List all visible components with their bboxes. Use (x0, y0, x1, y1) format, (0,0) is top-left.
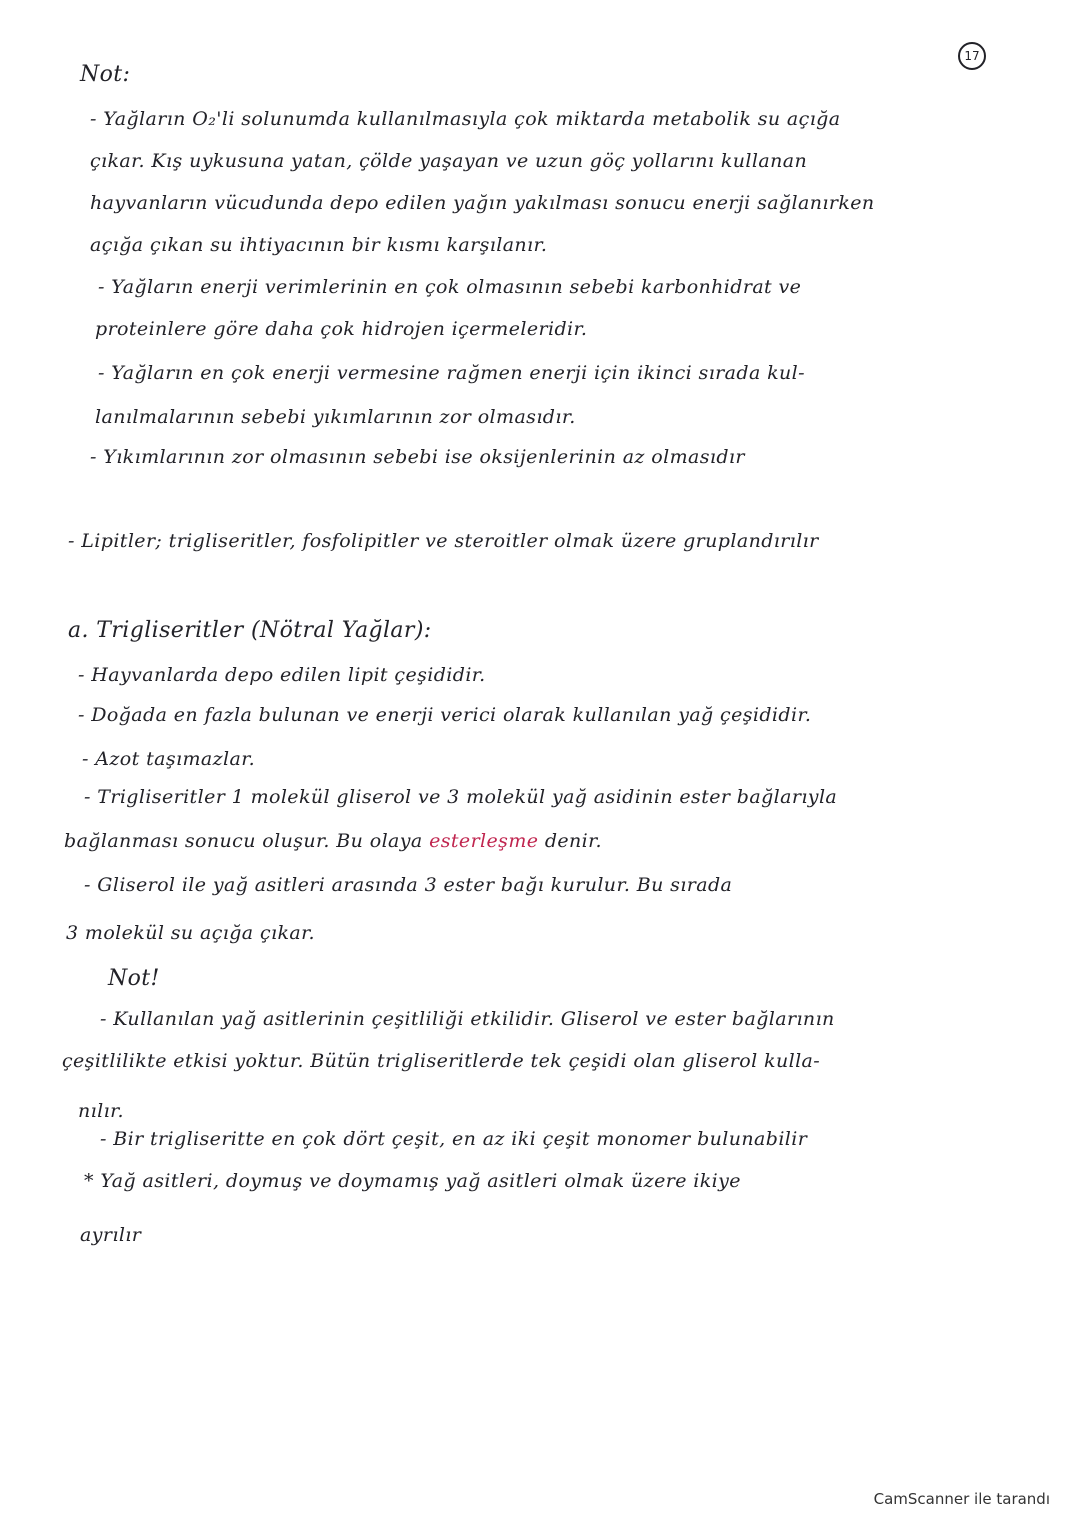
section-line-5: - Gliserol ile yağ asitleri arasında 3 ester bağı kurulur. Bu sırada (84, 874, 733, 896)
note-line-7: - Yağların en çok enerji vermesine rağmen enerji için ikinci sırada kul- (98, 362, 805, 384)
section-line-3: - Azot taşımazlar. (82, 748, 256, 770)
section-line-1: - Hayvanlarda depo edilen lipit çeşididir. (78, 664, 486, 686)
section-line-4: - Trigliseritler 1 molekül gliserol ve 3 molekül yağ asidinin ester bağlarıyla (84, 786, 838, 808)
section-line-6: 3 molekül su açığa çıkar. (66, 922, 315, 944)
section-line-2: - Doğada en fazla bulunan ve enerji verici olarak kullanılan yağ çeşididir. (78, 704, 812, 726)
lipid-groups-line: - Lipitler; trigliseritler, fosfolipitler ve steroitler olmak üzere gruplandırılır (68, 530, 819, 552)
note-line-8: lanılmalarının sebebi yıkımlarının zor olmasıdır. (95, 406, 576, 428)
note-line-3: hayvanların vücudunda depo edilen yağın yakılması sonucu enerji sağlanırken (90, 192, 875, 214)
section-heading: a. Trigliseritler (Nötral Yağlar): (68, 618, 432, 643)
scanner-watermark: CamScanner ile tarandı (873, 1490, 1050, 1508)
esterification-text-end: denir. (538, 830, 602, 852)
note-line-1: - Yağların O₂'li solunumda kullanılmasıyla çok miktarda metabolik su açığa (90, 108, 841, 130)
note2-label: Not! (108, 966, 160, 991)
note2-line-1: - Kullanılan yağ asitlerinin çeşitliliği etkilidir. Gliserol ve ester bağlarının (100, 1008, 835, 1030)
page-number: 17 (958, 42, 986, 70)
note-line-5: - Yağların enerji verimlerinin en çok olmasının sebebi karbonhidrat ve (98, 276, 802, 298)
note2-line-5: * Yağ asitleri, doymuş ve doymamış yağ asitleri olmak üzere ikiye (84, 1170, 741, 1192)
note-line-9: - Yıkımlarının zor olmasının sebebi ise oksijenlerinin az olmasıdır (90, 446, 745, 468)
note-line-2: çıkar. Kış uykusuna yatan, çölde yaşayan ve uzun göç yollarını kullanan (90, 150, 808, 172)
note-line-6: proteinlere göre daha çok hidrojen içermeleridir. (95, 318, 588, 340)
esterification-term: esterleşme (429, 830, 539, 852)
note-line-4: açığa çıkan su ihtiyacının bir kısmı karşılanır. (90, 234, 548, 256)
esterification-text-start: bağlanması sonucu oluşur. Bu olaya (64, 830, 430, 852)
esterification-line (64, 830, 602, 852)
note2-line-4: - Bir trigliseritte en çok dört çeşit, en az iki çeşit monomer bulunabilir (100, 1128, 808, 1150)
note2-line-2: çeşitlilikte etkisi yoktur. Bütün trigliseritlerde tek çeşidi olan gliserol kulla- (62, 1050, 821, 1072)
note2-line-3: nılır. (78, 1100, 124, 1122)
note2-line-6: ayrılır (80, 1224, 142, 1246)
note-label: Not: (80, 62, 131, 87)
